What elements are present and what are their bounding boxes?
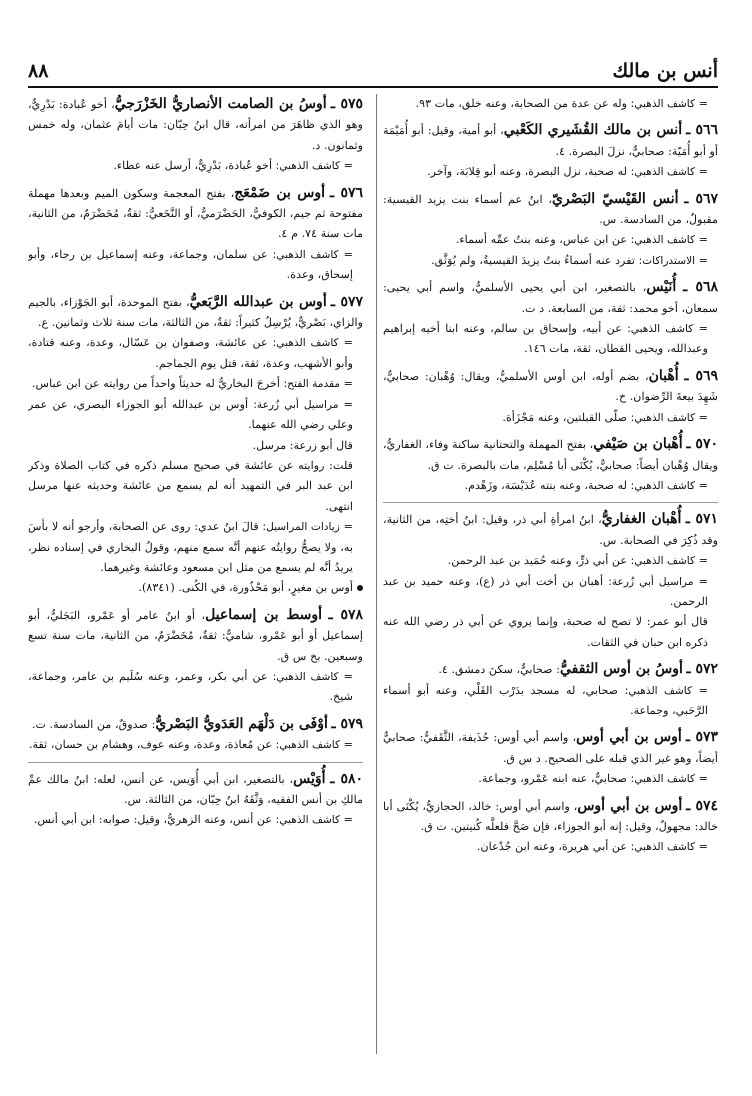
entry-580: ٥٨٠ ـ أُوَيْس، بالتصغير، ابن أبي أُوَيس، عن أنس، لعله: ابنُ مالك عمِّ مالكِ بن أنس الفقيه، وَثَّقَهُ ابنُ حِبّان، من الثالثة. س. = كاشف الذهبي: عن أنس، وعنه الزهريُّ، وقيل: صوابه: ابن أبي أنس. (28, 770, 363, 827)
entry-name: أوْفَى بن دَلْهَم العَدَويُّ البَصْريُّ (155, 715, 328, 732)
source-label: كاشف الذهبي: (630, 98, 696, 110)
cross-reference-text: أوس بن مغيرٍ، أبو مَحْذُورة، في الكُنى. (٨٣٤١). (138, 581, 353, 595)
entry-text: ، أخو عُبادة: بَدْرِيٌّ، وهو الذي ظاهَرَ من امرأته، قال ابنُ حِبّان: مات أيامَ عثمان، وله خمس وثمانون. د. (28, 98, 363, 152)
entry-566: ٥٦٦ ـ أنس بن مالك القُشَيري الكَعْبي، أبو أمية، وقيل: أبو أُمَيْمَة أو أبو أُمَيّة: صحابيٌّ، نزلَ البصرة. ٤. = كاشف الذهبي: له صحبة، نزل البصرة، وعنه أبو قِلابَة، وآخر. (383, 122, 718, 179)
header-rule (28, 86, 718, 88)
entry-573: ٥٧٣ ـ أوس بن أبي أوس، واسم أبي أوس: حُذَيفة، الثَّقَفيُّ: صحابيٌّ أيضاً، وهو غير الذي قبله على الصحيح. د س ق. = كاشف الذهبي: صحابيٌّ، عنه ابنه عَمْرو، وجماعة. (383, 729, 718, 786)
entry-number: ٥٧٣ ـ (685, 729, 718, 746)
source-label: كاشف الذهبي: (630, 234, 696, 247)
source-text: قالَ ابنُ عدي: روى عن الصحابة، وأرجو أنه لا بأسَ به، ولا يصحُّ روايتُه عنهم أنَّه سمع منهم، وقولُ البخاري في إسناده نظر، يريدُ أنَّه لم يسمع من مثل ابن مسعود وعائشة وغيرهما. (28, 520, 353, 574)
entry-text: بضم أوله، ابن أوس الأسلميُّ، ويقال: وُهْبان: صحابيٌّ، شَهِدَ بيعةَ الرِّضوان. خ. (383, 369, 718, 404)
source-label: كاشف الذهبي: (630, 555, 696, 568)
entry-name: أُهْبان بن صَيْفي (593, 436, 683, 453)
quote-text: قال أبو عمر: لا تصح له صحبة، وإنما يروي عن أبي ذر رضي الله عنه ذكره ابن حبان في الثقات. (383, 615, 708, 649)
left-column (28, 94, 363, 1066)
source-text: تفرد عنه أسماءُ بنتُ يزيدَ القيسيةُ، ولم يُوَثَّق. (431, 253, 635, 267)
entry-number: ٥٦٧ ـ (684, 190, 718, 207)
entry-name: أنس القَيْسيّ البَصْريّ (551, 190, 679, 207)
source-label: كاشف الذهبي: (275, 739, 341, 752)
entry-number: ٥٧٤ ـ (686, 797, 718, 814)
source-label: مقدمة الفتح: (283, 378, 341, 391)
entry-text: ، واسم أبي أوس: حُذَيفة، الثَّقَفيُّ: صحابيٌّ أيضاً، وهو غير الذي قبله على الصحيح. د س ق. (383, 731, 718, 765)
source-text: أخرجَ البخاريُّ له حديثاً واحداً من روايته عن ابن عباس. (31, 377, 281, 391)
source-text: عن سلمان، وجماعة، وعنه إسماعيل بن رجاء، وأبو إسحاق، وعدة. (28, 247, 353, 282)
entry-separator (28, 762, 363, 763)
entry-text: : صدوقٌ، من السادسة. ت. (31, 717, 156, 731)
source-label: زيادات المراسيل: (262, 521, 340, 534)
entry-text: ، ابنُ امرأةِ أبي ذر، وقيل: ابنُ أختِه، من الثانية، وقد ذُكِرَ في الصحابة. س. (383, 513, 718, 547)
entry-continuation: = كاشف الذهبي: وله عن عدة من الصحابة، وعنه خلق، مات ٩٣. (415, 97, 708, 110)
entry-name: أوسُ بن الصامت الأنصاريُّ الخَزْرَجيُّ (114, 96, 327, 112)
entry-text: ، بالتصغير، ابن أبي أُوَيس، عن أنس، لعله: ابنُ مالك عمِّ مالكِ بن أنس الفقيه، وَثَّقَهُ ابنُ حِبّان، من الثالثة. س. (28, 772, 363, 806)
source-label: كاشف الذهبي: (627, 323, 694, 336)
entry-text: ، بفتح الموحدة، أبو الجَوْزاء، بالجيم والزاي، بَصْريٌّ، يُرْسِلُ كثيراً: ثقةٌ، من الثالثة، مات سنة ثلاث وثمانين. ع. (28, 295, 363, 330)
bullet-icon (357, 585, 363, 591)
source-label: كاشف الذهبي: (272, 248, 339, 261)
entry-text: ، ابنُ عم أسماء بنت يزيد القيسية: مقبولٌ، من السادسة. س. (383, 192, 718, 227)
source-text: له صحبة، نزل البصرة، وعنه أبو قِلابَة، وآخر. (427, 165, 628, 179)
entry-579: ٥٧٩ ـ أوْفَى بن دَلْهَم العَدَويُّ البَصْريُّ: صدوقٌ، من السادسة. ت. = كاشف الذهبي: عن مُعاذة، وعدة، وعنه عوف، وهشام بن حسان، ثقة. (28, 715, 363, 752)
source-text: وله عن عدة من الصحابة، وعنه خلق، مات ٩٣. (415, 97, 628, 110)
entry-name: أوس بن عبدالله الرَّبَعيُّ (189, 293, 327, 310)
entry-number: ٥٧١ ـ (685, 511, 718, 528)
source-label: كاشف الذهبي: (275, 814, 341, 827)
entry-text: ، بالتصغير، ابن أبي يحيى الأسلميُّ، واسم أبي يحيى: سمعان، أخو محمد: ثقة، من السابعة. د ت. (383, 281, 718, 315)
source-label: الاستدراكات: (638, 254, 696, 267)
entry-number: ٥٦٦ ـ (686, 122, 718, 139)
source-text: عن عائشة، وصفوان بن عَسّال، وعدة، وعنه قتادة، وأبو الأشهب، وعدة، ثقة، قتل يوم الجماجم. (28, 336, 353, 370)
source-label: كاشف الذهبي: (630, 411, 696, 424)
source-label: كاشف الذهبي: (630, 479, 696, 492)
entry-name: أوسُ بن أوس الثقفيُّ (560, 661, 683, 678)
source-text: عن أبي هريرة، وعنه ابن جُدْعان. (476, 840, 628, 854)
entry-572: ٥٧٢ ـ أوسُ بن أوس الثقفيُّ: صحابيٌّ، سكنَ دمشق. ٤. = كاشف الذهبي: صحابي، له مسجد بدَرْب القَلْي، وعنه أبو أسماء الرَّحَبي، وجماعة. (383, 661, 718, 717)
source-text: صحابيٌّ، عنه ابنه عَمْرو، وجماعة. (478, 772, 628, 786)
column-divider (376, 94, 377, 1054)
entry-text: ، بفتح المعجمة وسكون الميم وبعدها مهملة مفتوحة ثم جيم، الكوفيُّ، الحَضْرَميُّ، أو النَّخَعيُّ: ثقةٌ، مُخَضْرَمٌ، من الثانية، مات سنة ٧٤. م ٤. (28, 186, 363, 241)
source-label: كاشف الذهبي: (630, 773, 696, 786)
entry-number: ٥٨٠ ـ (330, 770, 363, 787)
source-text: له صحبة، وعنه بنته عُدَيْسَة، وزَهْدم. (464, 478, 628, 492)
source-label: كاشف الذهبي: (630, 166, 696, 179)
entry-text: ، واسم أبي أوس: خالد، الحجازيُّ، يُكْنَى أبا خالد: مجهولٌ، وقيل: إنه أبو الجوزاء، فإن صَحَّ فلعلَّه كُنيتين. ت ق. (383, 799, 718, 833)
right-column (383, 94, 718, 1066)
entry-name: أُهْبان الغفاريُّ (601, 511, 682, 528)
entry-name: أنس بن مالك القُشَيري الكَعْبي (503, 122, 683, 139)
entry-text: ، أو ابنُ عامر أو عَمْرو، البَجَليُّ، أبو إسماعيل أو أبو عَمْرو، شاميٌّ: ثقةٌ، مُخَضْرَمٌ، من الثانية، مات سنة تسع وسبعين. بخ س ق. (28, 608, 363, 663)
entry-number: ٥٧٢ ـ (686, 661, 718, 678)
source-label: مراسيل أبي زُرعة: (253, 398, 339, 411)
source-text: عن أبيه، وإسحاق بن سالم، وعنه ابنا أخيه إبراهيم وعبدالله، ويحيى القطان، ثقة، مات ١٤٦. (383, 322, 708, 356)
source-label: كاشف الذهبي: (630, 841, 696, 854)
entry-571: ٥٧١ ـ أُهْبان الغفاريُّ، ابنُ امرأةِ أبي ذر، وقيل: ابنُ أختِه، من الثانية، وقد ذُكِرَ في الصحابة. س. = كاشف الذهبي: عن أبي ذرٍّ، وعنه حُمَيد بن عبد الرحمن. = مراسيل أبي زُرعة: أهبان بن أخت أبي ذر (ع)، وعنه حميد بن عبد الرحمن. قال أبو عمر: لا تصح له صحبة، وإنما يروي عن أبي ذر رضي الله عنه ذكره ابن حبان في الثقات. (383, 509, 718, 653)
source-text: عن مُعاذة، وعدة، وعنه عوف، وهشام بن حسان، ثقة. (28, 738, 273, 752)
entry-name: أُوَيْس (293, 770, 326, 787)
entry-name: أُنَيْس (646, 279, 677, 296)
quote-text: قال أبو زرعة: مرسل. (252, 438, 353, 452)
entry-text: ، أبو أمية، وقيل: أبو أُمَيْمَة أو أبو أُمَيّة: صحابيٌّ، نزلَ البصرة. ٤. (383, 124, 718, 158)
source-text: صلّى القبلتين، وعنه مَجْزَأة. (502, 410, 628, 424)
source-text: عن أبي ذرٍّ، وعنه حُمَيد بن عبد الرحمن. (447, 554, 628, 568)
source-text: صحابي، له مسجد بدَرْب القَلْي، وعنه أبو أسماء الرَّحَبي، وجماعة. (383, 683, 708, 717)
entry-number: ٥٧٦ ـ (330, 184, 363, 201)
source-label: كاشف الذهبي: (275, 160, 341, 173)
entry-name: أوس بن أبي أوس (577, 797, 683, 814)
source-text: عن أنس، وعنه الزهريُّ، وقيل: صوابه: ابن أبي أنس. (33, 813, 273, 827)
entry-number: ٥٧٨ ـ (328, 606, 363, 623)
entry-574: ٥٧٤ ـ أوس بن أبي أوس، واسم أبي أوس: خالد، الحجازيُّ، يُكْنَى أبا خالد: مجهولٌ، وقيل: إنه أبو الجوزاء، فإن صَحَّ فلعلَّه كُنيتين. ت ق. = كاشف الذهبي: عن أبي هريرة، وعنه ابن جُدْعان. (383, 797, 718, 854)
running-header (28, 60, 718, 86)
entry-575: ٥٧٥ ـ أوسُ بن الصامت الأنصاريُّ الخَزْرَجيُّ، أخو عُبادة: بَدْرِيٌّ، وهو الذي ظاهَرَ من امرأته، قال ابنُ حِبّان: مات أيامَ عثمان، وله خمس وثمانون. د. = كاشف الذهبي: أخو عُبادة، بَدْرِيٌّ، أرسل عنه عطاء. (28, 96, 363, 173)
entry-name: أُهْبان (648, 367, 679, 384)
source-text: عن أبي بكر، وعمر، وعنه سُلَيم بن عامر، وجماعة، شيخ. (28, 669, 353, 704)
entry-number: ٥٧٠ ـ (686, 436, 718, 453)
page-number: ٨٨ (28, 60, 49, 82)
entry-number: ٥٦٨ ـ (683, 279, 718, 296)
entry-number: ٥٧٩ ـ (331, 715, 363, 732)
entry-number: ٥٧٧ ـ (330, 293, 363, 310)
entry-text: ، بفتح المهملة والتحتانية ساكنة وفاء، الغفاريُّ، ويقال وُهْبان أيضاً: صحابيٌّ، يُكْنَى أبا مُسْلِم، مات بالبصرة. ت ق. (383, 438, 718, 472)
source-label: كاشف الذهبي: (272, 670, 339, 683)
entry-576: ٥٧٦ ـ أوس بن ضَمْعَج، بفتح المعجمة وسكون الميم وبعدها مهملة مفتوحة ثم جيم، الكوفيُّ، الحَضْرَميُّ، أو النَّخَعيُّ: ثقةٌ، مُخَضْرَمٌ، من الثانية، مات سنة ٧٤. م ٤. = كاشف الذهبي: عن سلمان، وجماعة، وعنه إسماعيل بن رجاء، وأبو إسحاق، وعدة. (28, 184, 363, 282)
entry-separator (383, 502, 718, 503)
entry-name: أوسط بن إسماعيل (205, 606, 323, 623)
entry-569: ٥٦٩ ـ أُهْبان، بضم أوله، ابن أوس الأسلميُّ، ويقال: وُهْبان: صحابيٌّ، شَهِدَ بيعةَ الرِّضوان. خ. = كاشف الذهبي: صلّى القبلتين، وعنه مَجْزَأة. (383, 367, 718, 424)
source-text: أخو عُبادة، بَدْرِيٌّ، أرسل عنه عطاء. (113, 159, 273, 173)
entry-568: ٥٦٨ ـ أُنَيْس، بالتصغير، ابن أبي يحيى الأسلميُّ، واسم أبي يحيى: سمعان، أخو محمد: ثقة، من السابعة. د ت. = كاشف الذهبي: عن أبيه، وإسحاق بن سالم، وعنه ابنا أخيه إبراهيم وعبدالله، ويحيى القطان، ثقة، مات ١٤٦. (383, 279, 718, 356)
entry-577: ٥٧٧ ـ أوس بن عبدالله الرَّبَعيُّ، بفتح الموحدة، أبو الجَوْزاء، بالجيم والزاي، بَصْريٌّ، يُرْسِلُ كثيراً: ثقةٌ، من الثالثة، مات سنة ثلاث وثمانين. ع. = كاشف الذهبي: عن عائشة، وصفوان بن عَسّال، وعدة، وعنه قتادة، وأبو الأشهب، وعدة، ثقة، قتل يوم الجماجم. = مقدمة الفتح: أخرجَ البخاريُّ له حديثاً واحداً من روايته عن ابن عباس. = مراسيل أبي زُرعة: أوس بن عبدالله أبو الجوزاء البصري، عن عمر وعلي رضي الله عنهما. قال أبو زرعة: مرسل. قلت: روايته عن عائشة في صحيح مسلم ذكره في كتاب الصلاة وذكر ابن عبد البر في التمهيد أنه لم يسمع من عائشة وحديثه عنها مرسل انتهى. = زيادات المراسيل: قالَ ابنُ عدي: روى عن الصحابة، وأرجو أنه لا بأسَ به، ولا يصحُّ روايتُه عنهم أنَّه سمع منهم، وقولُ البخاري في إسناده نظر، يريدُ أنَّه لم يسمع من مثل ابن مسعود وعائشة وغيرهما. أوس بن مغيرٍ، أبو مَحْذُورة، في الكُنى. (٨٣٤١). (28, 292, 363, 599)
entry-567: ٥٦٧ ـ أنس القَيْسيّ البَصْريّ، ابنُ عم أسماء بنت يزيد القيسية: مقبولٌ، من السادسة. س. = كاشف الذهبي: عن ابن عباس، وعنه بنتُ عمِّه أسماء. = الاستدراكات: تفرد عنه أسماءُ بنتُ يزيدَ القيسيةُ، ولم يُوَثَّق. (383, 190, 718, 267)
entry-name: أوس بن أبي أوس (576, 729, 682, 746)
entry-578: ٥٧٨ ـ أوسط بن إسماعيل، أو ابنُ عامر أو عَمْرو، البَجَليُّ، أبو إسماعيل أو أبو عَمْرو، شاميٌّ: ثقةٌ، مُخَضْرَمٌ، من الثانية، مات سنة تسع وسبعين. بخ س ق. = كاشف الذهبي: عن أبي بكر، وعمر، وعنه سُلَيم بن عامر، وجماعة، شيخ. (28, 606, 363, 704)
source-text: أوس بن عبدالله أبو الجوزاء البصري، عن عمر وعلي رضي الله عنهما. (28, 397, 353, 432)
entry-number: ٥٧٥ ـ (330, 96, 363, 112)
source-label: كاشف الذهبي: (272, 337, 339, 350)
entry-number: ٥٦٩ ـ (684, 367, 718, 384)
entry-570: ٥٧٠ ـ أُهْبان بن صَيْفي، بفتح المهملة والتحتانية ساكنة وفاء، الغفاريُّ، ويقال وُهْبان أيضاً: صحابيٌّ، يُكْنَى أبا مُسْلِم، مات بالبصرة. ت ق. = كاشف الذهبي: له صحبة، وعنه بنته عُدَيْسَة، وزَهْدم. (383, 436, 718, 492)
source-label: كاشف الذهبي: (624, 684, 693, 697)
cross-reference (28, 578, 363, 598)
quote-text: قلت: روايته عن عائشة في صحيح مسلم ذكره في كتاب الصلاة وذكر ابن عبد البر في التمهيد أنه لم يسمع من عائشة وحديثه عنها مرسل انتهى. (28, 458, 353, 513)
running-title: أنس بن مالك (612, 60, 718, 82)
entry-text: : صحابيٌّ، سكنَ دمشق. ٤. (438, 663, 561, 677)
source-text: أهبان بن أخت أبي ذر (ع)، وعنه حميد بن عبد الرحمن. (383, 574, 708, 608)
entry-name: أوس بن ضَمْعَج (234, 184, 325, 201)
source-text: عن ابن عباس، وعنه بنتُ عمِّه أسماء. (455, 233, 628, 247)
source-label: مراسيل أبي زُرعة: (608, 575, 694, 588)
